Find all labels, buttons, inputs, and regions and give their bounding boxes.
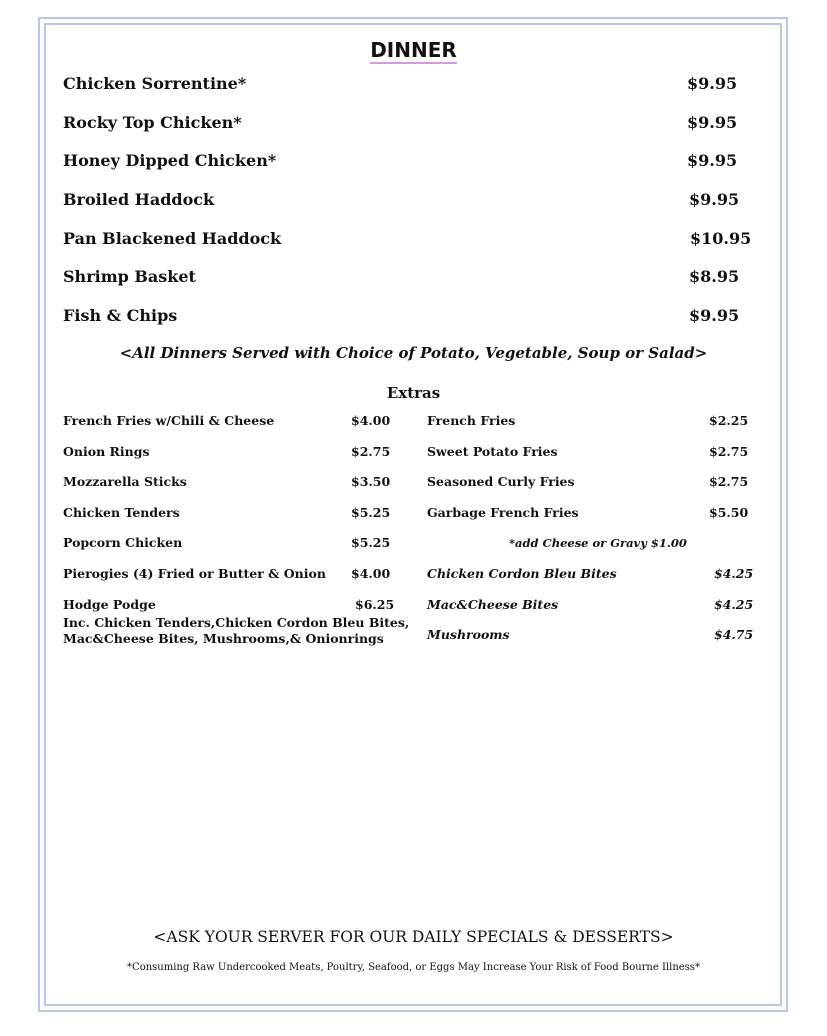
served-with-note: <All Dinners Served with Choice of Potato, Vegetable, Soup or Salad> <box>119 344 708 362</box>
extra-item-name: Onion Rings <box>63 444 150 459</box>
extra-item-name: Popcorn Chicken <box>63 535 183 550</box>
dinner-item-name: Pan Blackened Haddock <box>63 229 282 248</box>
dinner-item-price: $9.95 <box>687 113 738 132</box>
ask-server-note: <ASK YOUR SERVER FOR OUR DAILY SPECIALS & DESSERTS> <box>153 928 674 946</box>
extra-item-price: $5.50 <box>709 505 749 520</box>
extra-item-name: Hodge Podge <box>63 597 156 612</box>
extras-heading: Extras <box>386 384 441 402</box>
extra-item-price: $5.25 <box>351 505 391 520</box>
food-safety-disclaimer: *Consuming Raw Undercooked Meats, Poultry, Seafood, or Eggs May Increase Your Risk of Food Bourne Illness* <box>127 962 700 973</box>
extra-item-name: French Fries <box>427 413 516 428</box>
extra-item-name: Seasoned Curly Fries <box>427 474 575 489</box>
dinner-item-name: Fish & Chips <box>63 306 178 325</box>
extra-item-price: $2.75 <box>709 444 749 459</box>
extra-item-name: Sweet Potato Fries <box>427 444 558 459</box>
dinner-item-name: Chicken Sorrentine* <box>63 74 247 93</box>
extra-item-name: Pierogies (4) Fried or Butter & Onion <box>63 566 326 581</box>
extra-item-price: $4.25 <box>714 597 754 612</box>
dinner-item-price: $10.95 <box>690 229 752 248</box>
extra-item-name: French Fries w/Chili & Cheese <box>63 413 275 428</box>
extra-item-price: $4.00 <box>351 566 391 581</box>
extra-item-price: $2.75 <box>351 444 391 459</box>
dinner-item-price: $9.95 <box>687 151 738 170</box>
extra-item-name: Mac&Cheese Bites <box>427 597 559 612</box>
extra-item-price: $4.75 <box>714 627 754 642</box>
dinner-item-name: Honey Dipped Chicken* <box>63 151 277 170</box>
dinner-item-price: $9.95 <box>689 306 740 325</box>
extra-item-price: $4.00 <box>351 413 391 428</box>
hodge-podge-desc-line: Mac&Cheese Bites, Mushrooms,& Onionrings <box>63 631 384 646</box>
extra-item-price: $4.25 <box>714 566 754 581</box>
dinner-item-name: Shrimp Basket <box>63 267 196 286</box>
extra-item-price: $5.25 <box>351 535 391 550</box>
extra-item-price: $6.25 <box>355 597 395 612</box>
dinner-item-price: $9.95 <box>687 74 738 93</box>
extra-item-name: Mushrooms <box>427 627 510 642</box>
dinner-item-name: Rocky Top Chicken* <box>63 113 242 132</box>
extra-item-name: Chicken Cordon Bleu Bites <box>427 566 617 581</box>
menu-title: DINNER <box>370 38 457 62</box>
dinner-item-price: $8.95 <box>689 267 740 286</box>
add-cheese-gravy-note: *add Cheese or Gravy $1.00 <box>509 536 687 550</box>
extra-item-price: $3.50 <box>351 474 391 489</box>
dinner-item-price: $9.95 <box>689 190 740 209</box>
extra-item-price: $2.25 <box>709 413 749 428</box>
extra-item-price: $2.75 <box>709 474 749 489</box>
dinner-item-name: Broiled Haddock <box>63 190 215 209</box>
extra-item-name: Chicken Tenders <box>63 505 180 520</box>
hodge-podge-description <box>63 615 409 647</box>
extra-item-name: Mozzarella Sticks <box>63 474 187 489</box>
hodge-podge-desc-line: Inc. Chicken Tenders,Chicken Cordon Bleu Bites, <box>63 615 410 630</box>
extra-item-name: Garbage French Fries <box>427 505 579 520</box>
